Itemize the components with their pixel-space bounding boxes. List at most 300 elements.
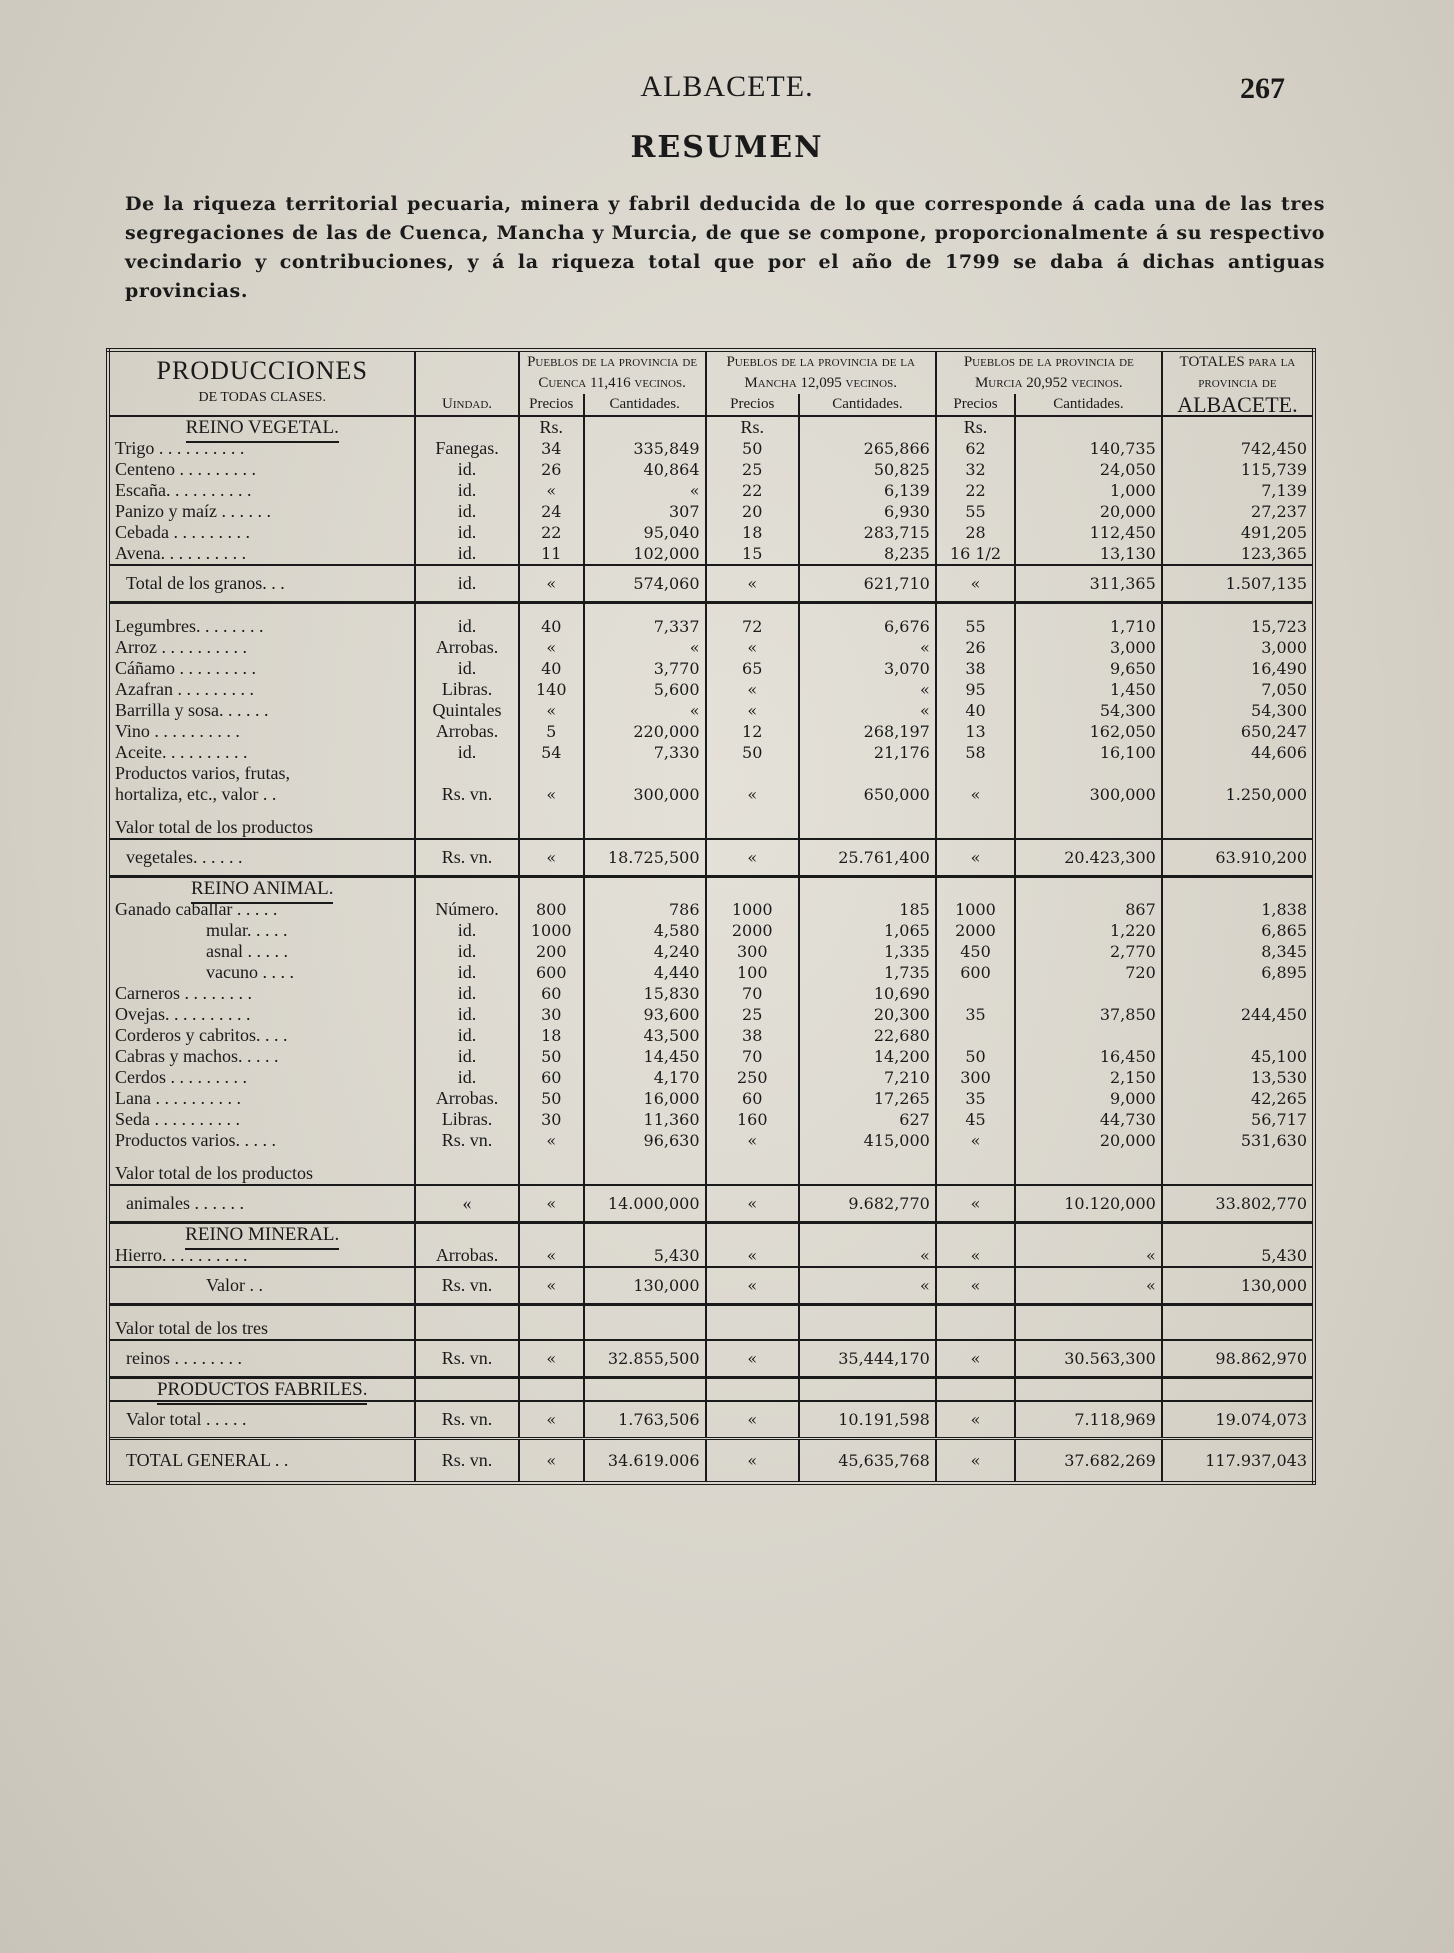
- table-cell: «: [936, 1267, 1015, 1305]
- table-cell: [1015, 983, 1162, 1004]
- table-cell: 70: [706, 983, 799, 1004]
- table-cell: 38: [936, 658, 1015, 679]
- spacer-row: [108, 1305, 1314, 1319]
- table-cell: [584, 1305, 706, 1319]
- row-label: Avena. . . . . . . . . .: [108, 543, 415, 565]
- table-cell: [1015, 1025, 1162, 1046]
- header-murcia: Pueblos de la provincia de Murcia 20,952 vecinos.: [936, 350, 1162, 394]
- table-cell: «: [799, 679, 936, 700]
- table-cell: [936, 1163, 1015, 1185]
- table-cell: [799, 877, 936, 900]
- table-cell: 60: [706, 1088, 799, 1109]
- table-cell: «: [706, 839, 799, 877]
- table-cell: 20: [706, 501, 799, 522]
- table-cell: [936, 763, 1015, 784]
- table-cell: 335,849: [584, 438, 706, 459]
- table-cell: [519, 817, 584, 839]
- table-cell: [415, 1163, 518, 1185]
- table-cell: id.: [415, 1025, 518, 1046]
- table-row: [108, 817, 1314, 839]
- table-cell: [706, 1318, 799, 1340]
- table-cell: 11: [519, 543, 584, 565]
- table-cell: [1015, 1318, 1162, 1340]
- table-row: [108, 1340, 1314, 1378]
- table-cell: «: [706, 637, 799, 658]
- table-cell: Rs. vn.: [415, 839, 518, 877]
- table-row: [108, 459, 1314, 480]
- running-head: ALBACETE.: [640, 70, 814, 103]
- row-label: Productos varios, frutas,: [108, 763, 415, 784]
- table-cell: [519, 805, 584, 817]
- row-label: Valor . .: [108, 1267, 415, 1305]
- table-cell: 27,237: [1162, 501, 1314, 522]
- row-label: Productos varios. . . . .: [108, 1130, 415, 1151]
- table-row: [108, 1439, 1314, 1484]
- table-cell: «: [936, 1401, 1015, 1439]
- table-cell: [706, 1151, 799, 1163]
- table-cell: «: [936, 1439, 1015, 1484]
- row-label: mular. . . . .: [108, 920, 415, 941]
- table-cell: 13,530: [1162, 1067, 1314, 1088]
- table-cell: 1,335: [799, 941, 936, 962]
- table-row: [108, 679, 1314, 700]
- table-cell: «: [706, 679, 799, 700]
- table-cell: 55: [936, 616, 1015, 637]
- table-cell: «: [936, 1340, 1015, 1378]
- table-cell: [108, 805, 415, 817]
- row-label: Valor total de los productos: [108, 817, 415, 839]
- row-label: Ganado caballar . . . . .: [108, 899, 415, 920]
- table-row: [108, 1163, 1314, 1185]
- table-cell: 10.191,598: [799, 1401, 936, 1439]
- table-cell: 98.862,970: [1162, 1340, 1314, 1378]
- table-cell: [1162, 877, 1314, 900]
- table-cell: [936, 1025, 1015, 1046]
- table-cell: 14,200: [799, 1046, 936, 1067]
- table-cell: 5: [519, 721, 584, 742]
- table-cell: «: [799, 1267, 936, 1305]
- table-cell: 7,050: [1162, 679, 1314, 700]
- table-cell: 283,715: [799, 522, 936, 543]
- table-cell: Rs. vn.: [415, 1401, 518, 1439]
- table-cell: 22,680: [799, 1025, 936, 1046]
- table-cell: 1000: [936, 899, 1015, 920]
- table-row: [108, 983, 1314, 1004]
- row-label: Hierro. . . . . . . . . .: [108, 1245, 415, 1267]
- header-cantidades: Cantidades.: [584, 394, 706, 416]
- table-cell: 43,500: [584, 1025, 706, 1046]
- table-cell: [1015, 1223, 1162, 1246]
- rs-label: Rs.: [519, 416, 584, 438]
- table-cell: «: [519, 1340, 584, 1378]
- table-cell: 1.763,506: [584, 1401, 706, 1439]
- table-cell: 1000: [706, 899, 799, 920]
- table-cell: Arrobas.: [415, 1088, 518, 1109]
- table-cell: 28: [936, 522, 1015, 543]
- table-cell: 600: [519, 962, 584, 983]
- section-row: [108, 1223, 1314, 1246]
- table-cell: 300,000: [1015, 784, 1162, 805]
- table-cell: 130,000: [584, 1267, 706, 1305]
- table-cell: Arrobas.: [415, 1245, 518, 1267]
- table-cell: 93,600: [584, 1004, 706, 1025]
- table-cell: id.: [415, 1067, 518, 1088]
- table-cell: 24: [519, 501, 584, 522]
- table-cell: «: [706, 1267, 799, 1305]
- table-cell: 30: [519, 1109, 584, 1130]
- table-cell: Rs. vn.: [415, 1439, 518, 1484]
- table-cell: [584, 1163, 706, 1185]
- table-cell: 574,060: [584, 565, 706, 603]
- row-label: Total de los granos. . .: [108, 565, 415, 603]
- section-row: [108, 1378, 1314, 1402]
- header-totales: TOTALES para la provincia de ALBACETE.: [1162, 350, 1314, 416]
- table-cell: [415, 1378, 518, 1402]
- table-cell: 25: [706, 459, 799, 480]
- table-cell: 45: [936, 1109, 1015, 1130]
- table-cell: 18: [706, 522, 799, 543]
- table-cell: [108, 603, 415, 617]
- table-cell: [799, 1318, 936, 1340]
- row-label: vacuno . . . .: [108, 962, 415, 983]
- table-cell: [1162, 1151, 1314, 1163]
- table-cell: Libras.: [415, 679, 518, 700]
- row-label: vegetales. . . . . .: [108, 839, 415, 877]
- table-cell: «: [519, 839, 584, 877]
- table-cell: «: [936, 839, 1015, 877]
- table-cell: [415, 805, 518, 817]
- table-cell: [936, 1318, 1015, 1340]
- table-cell: 33.802,770: [1162, 1185, 1314, 1223]
- table-cell: 491,205: [1162, 522, 1314, 543]
- table-cell: [415, 763, 518, 784]
- table-cell: 650,247: [1162, 721, 1314, 742]
- table-row: [108, 501, 1314, 522]
- table-cell: 70: [706, 1046, 799, 1067]
- table-cell: [415, 1305, 518, 1319]
- table-cell: Fanegas.: [415, 438, 518, 459]
- table-cell: «: [584, 637, 706, 658]
- row-label: Lana . . . . . . . . . .: [108, 1088, 415, 1109]
- table-cell: [799, 603, 936, 617]
- table-row: [108, 543, 1314, 565]
- row-label: Azafran . . . . . . . . .: [108, 679, 415, 700]
- table-cell: Libras.: [415, 1109, 518, 1130]
- table-cell: 7,139: [1162, 480, 1314, 501]
- table-row: [108, 1130, 1314, 1151]
- table-cell: 25.761,400: [799, 839, 936, 877]
- table-cell: 35: [936, 1004, 1015, 1025]
- table-cell: [519, 763, 584, 784]
- table-cell: 18: [519, 1025, 584, 1046]
- table-cell: 26: [519, 459, 584, 480]
- table-cell: 16,490: [1162, 658, 1314, 679]
- row-label: Corderos y cabritos. . . .: [108, 1025, 415, 1046]
- table-cell: Rs. vn.: [415, 1130, 518, 1151]
- section-fabriles: PRODUCTOS FABRILES.: [108, 1378, 415, 1402]
- table-cell: 55: [936, 501, 1015, 522]
- table-cell: [706, 877, 799, 900]
- table-cell: 2,770: [1015, 941, 1162, 962]
- rs-label: Rs.: [936, 416, 1015, 438]
- table-row: [108, 1067, 1314, 1088]
- table-cell: [1015, 817, 1162, 839]
- table-cell: 42,265: [1162, 1088, 1314, 1109]
- table-cell: 35,444,170: [799, 1340, 936, 1378]
- table-cell: 2000: [706, 920, 799, 941]
- table-cell: 38: [706, 1025, 799, 1046]
- table-cell: 54,300: [1162, 700, 1314, 721]
- header-row: [108, 350, 1314, 394]
- table-cell: 450: [936, 941, 1015, 962]
- table-row: [108, 1046, 1314, 1067]
- table-cell: [1015, 877, 1162, 900]
- table-row: [108, 962, 1314, 983]
- row-label: Aceite. . . . . . . . . .: [108, 742, 415, 763]
- table-cell: 4,440: [584, 962, 706, 983]
- table-cell: 220,000: [584, 721, 706, 742]
- table-cell: «: [706, 1245, 799, 1267]
- table-cell: [584, 817, 706, 839]
- table-cell: 1,220: [1015, 920, 1162, 941]
- table-row: [108, 522, 1314, 543]
- table-cell: «: [519, 565, 584, 603]
- table-cell: 16,000: [584, 1088, 706, 1109]
- table-cell: [799, 1378, 936, 1402]
- table-cell: [519, 1151, 584, 1163]
- table-cell: 123,365: [1162, 543, 1314, 565]
- table-cell: 8,345: [1162, 941, 1314, 962]
- header-cantidades: Cantidades.: [1015, 394, 1162, 416]
- row-label: asnal . . . . .: [108, 941, 415, 962]
- row-label: animales . . . . . .: [108, 1185, 415, 1223]
- row-label: Valor total de los productos: [108, 1163, 415, 1185]
- table-cell: 63.910,200: [1162, 839, 1314, 877]
- table-cell: id.: [415, 983, 518, 1004]
- table-cell: 867: [1015, 899, 1162, 920]
- table-cell: [1162, 817, 1314, 839]
- table-cell: [1162, 1318, 1314, 1340]
- table-cell: 160: [706, 1109, 799, 1130]
- table-cell: [936, 805, 1015, 817]
- table-cell: 20.423,300: [1015, 839, 1162, 877]
- table-cell: 58: [936, 742, 1015, 763]
- table-cell: 3,000: [1015, 637, 1162, 658]
- table-cell: 627: [799, 1109, 936, 1130]
- table-cell: 50: [706, 438, 799, 459]
- table-cell: 60: [519, 1067, 584, 1088]
- table-cell: [1015, 1305, 1162, 1319]
- table-cell: 300: [706, 941, 799, 962]
- table-cell: [706, 1163, 799, 1185]
- table-row: [108, 920, 1314, 941]
- table-cell: 1,735: [799, 962, 936, 983]
- table-cell: [1015, 763, 1162, 784]
- table-cell: [936, 817, 1015, 839]
- table-cell: Rs. vn.: [415, 1340, 518, 1378]
- table-cell: [936, 983, 1015, 1004]
- table-cell: «: [706, 565, 799, 603]
- table-cell: «: [519, 1267, 584, 1305]
- table-cell: [519, 1163, 584, 1185]
- row-label: Centeno . . . . . . . . .: [108, 459, 415, 480]
- table-cell: 16,100: [1015, 742, 1162, 763]
- table-cell: «: [584, 700, 706, 721]
- table-cell: 12: [706, 721, 799, 742]
- table-cell: 7,210: [799, 1067, 936, 1088]
- table-row: [108, 658, 1314, 679]
- table-cell: 11,360: [584, 1109, 706, 1130]
- table-cell: 44,606: [1162, 742, 1314, 763]
- table-cell: 100: [706, 962, 799, 983]
- table-cell: [706, 817, 799, 839]
- table-cell: [415, 1223, 518, 1246]
- table-cell: id.: [415, 522, 518, 543]
- spacer-row: [108, 805, 1314, 817]
- table-cell: id.: [415, 616, 518, 637]
- table-cell: «: [1015, 1245, 1162, 1267]
- table-row: [108, 784, 1314, 805]
- table-cell: «: [706, 700, 799, 721]
- row-label: Cerdos . . . . . . . . .: [108, 1067, 415, 1088]
- row-label: Legumbres. . . . . . . .: [108, 616, 415, 637]
- table-cell: 56,717: [1162, 1109, 1314, 1130]
- table-cell: 16,450: [1015, 1046, 1162, 1067]
- table-cell: 265,866: [799, 438, 936, 459]
- table-cell: 13,130: [1015, 543, 1162, 565]
- table-row: [108, 1088, 1314, 1109]
- table-cell: 800: [519, 899, 584, 920]
- table-cell: «: [415, 1185, 518, 1223]
- table-cell: «: [706, 1340, 799, 1378]
- table-cell: [584, 1151, 706, 1163]
- table-cell: 40: [936, 700, 1015, 721]
- table-cell: 1000: [519, 920, 584, 941]
- table-cell: Quintales: [415, 700, 518, 721]
- table-cell: id.: [415, 1046, 518, 1067]
- table-cell: 6,930: [799, 501, 936, 522]
- table-cell: [584, 805, 706, 817]
- table-cell: 4,580: [584, 920, 706, 941]
- table-row: [108, 1318, 1314, 1340]
- table-cell: 7,337: [584, 616, 706, 637]
- table-cell: [519, 1223, 584, 1246]
- table-cell: [1162, 1025, 1314, 1046]
- table-cell: 185: [799, 899, 936, 920]
- table-cell: 6,676: [799, 616, 936, 637]
- row-label: Cabras y machos. . . . .: [108, 1046, 415, 1067]
- intro-paragraph: De la riqueza territorial pecuaria, minera y fabril deducida de lo que corresponde á cada una de las tres segregaciones de las de Cuenca, Mancha y Murcia, de que se compone, proporcionalmente á su respectivo vecindario y contribuciones, y á la riqueza total que por el año de 1799 se daba á dichas antiguas provincias.: [125, 193, 1325, 302]
- table-cell: 1,710: [1015, 616, 1162, 637]
- table-cell: 15,830: [584, 983, 706, 1004]
- table-cell: «: [706, 1185, 799, 1223]
- table-cell: [706, 603, 799, 617]
- section-row: [108, 877, 1314, 900]
- table-cell: 268,197: [799, 721, 936, 742]
- table-cell: 96,630: [584, 1130, 706, 1151]
- table-cell: 130,000: [1162, 1267, 1314, 1305]
- table-cell: «: [584, 480, 706, 501]
- table-cell: 30.563,300: [1015, 1340, 1162, 1378]
- table-cell: 112,450: [1015, 522, 1162, 543]
- table-cell: [706, 1378, 799, 1402]
- table-cell: 115,739: [1162, 459, 1314, 480]
- table-cell: 30: [519, 1004, 584, 1025]
- table-cell: 600: [936, 962, 1015, 983]
- table-row: [108, 763, 1314, 784]
- header-cuenca: Pueblos de la provincia de Cuenca 11,416 vecinos.: [519, 350, 706, 394]
- table-cell: 311,365: [1015, 565, 1162, 603]
- table-cell: «: [519, 1401, 584, 1439]
- table-cell: 54,300: [1015, 700, 1162, 721]
- table-cell: 44,730: [1015, 1109, 1162, 1130]
- table-cell: id.: [415, 543, 518, 565]
- header-unidad: Uindad.: [415, 350, 518, 416]
- table-cell: [1015, 1163, 1162, 1185]
- table-cell: «: [519, 700, 584, 721]
- table-cell: [584, 763, 706, 784]
- row-label: hortaliza, etc., valor . .: [108, 784, 415, 805]
- table-cell: «: [936, 1130, 1015, 1151]
- table-cell: 307: [584, 501, 706, 522]
- table-cell: 24,050: [1015, 459, 1162, 480]
- table-cell: «: [519, 480, 584, 501]
- table-cell: [1162, 763, 1314, 784]
- table-cell: 742,450: [1162, 438, 1314, 459]
- table-cell: [936, 1223, 1015, 1246]
- table-cell: [415, 877, 518, 900]
- table-cell: 20,000: [1015, 1130, 1162, 1151]
- table-cell: 17,265: [799, 1088, 936, 1109]
- table-cell: [799, 817, 936, 839]
- table-cell: 40: [519, 616, 584, 637]
- header-precios: Precios: [706, 394, 799, 416]
- table-cell: 18.725,500: [584, 839, 706, 877]
- table-cell: 13: [936, 721, 1015, 742]
- summary-table: [106, 348, 1316, 1485]
- table-cell: «: [706, 784, 799, 805]
- table-cell: id.: [415, 459, 518, 480]
- table-cell: «: [936, 565, 1015, 603]
- table-cell: «: [936, 784, 1015, 805]
- table-row: [108, 1004, 1314, 1025]
- spacer-row: [108, 603, 1314, 617]
- table-cell: 140: [519, 679, 584, 700]
- table-cell: id.: [415, 920, 518, 941]
- table-cell: 786: [584, 899, 706, 920]
- table-row: [108, 700, 1314, 721]
- table-cell: 5,430: [584, 1245, 706, 1267]
- table-cell: 10.120,000: [1015, 1185, 1162, 1223]
- table-cell: [584, 1318, 706, 1340]
- header-precios: Precios: [936, 394, 1015, 416]
- table-cell: 40: [519, 658, 584, 679]
- table-row: [108, 839, 1314, 877]
- table-cell: 1.250,000: [1162, 784, 1314, 805]
- row-label: Trigo . . . . . . . . . .: [108, 438, 415, 459]
- table-cell: 3,000: [1162, 637, 1314, 658]
- table-row: [108, 742, 1314, 763]
- table-cell: id.: [415, 501, 518, 522]
- table-cell: 50: [706, 742, 799, 763]
- table-row: [108, 1267, 1314, 1305]
- table-cell: [706, 1223, 799, 1246]
- table-cell: 300: [936, 1067, 1015, 1088]
- table-cell: 531,630: [1162, 1130, 1314, 1151]
- table-row: [108, 721, 1314, 742]
- table-cell: 1.507,135: [1162, 565, 1314, 603]
- table-cell: 3,770: [584, 658, 706, 679]
